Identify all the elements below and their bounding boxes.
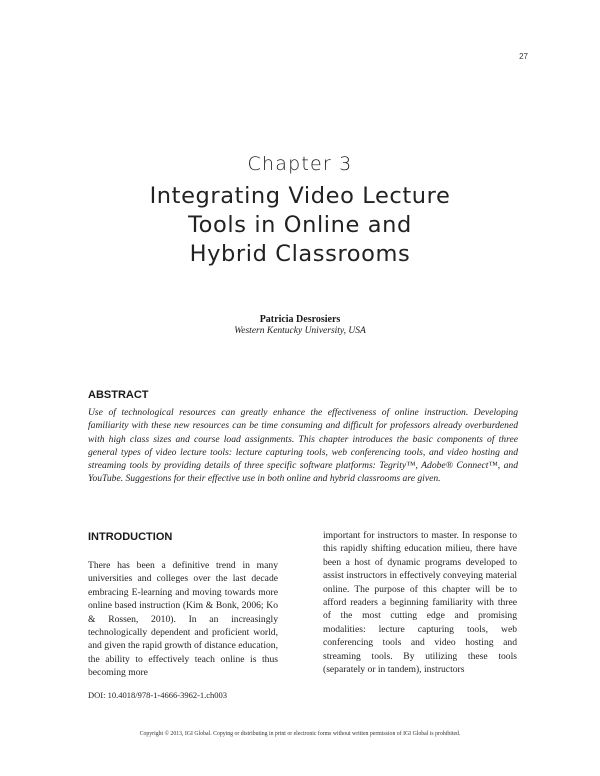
chapter-title-line: Hybrid Classrooms [189,241,411,267]
doi-reference: DOI: 10.4018/978-1-4666-3962-1.ch003 [88,690,228,700]
introduction-text-left-column: There has been a definitive trend in many universities and colleges over the last decade embracing E-learning and moving towards more online based instruction (Kim & Bonk, 2006; Ko & Rossen, 2010). In an increasingly technologically dependent and proficient world, and given the rapid growth of distance education, the ability to effectively teach online is thus becoming more [88,560,278,679]
introduction-text-right-column: important for instructors to master. In response to this rapidly shifting education milieu, there have been a host of dynamic programs developed to assist instructors in effectively conveying material online. The purpose of this chapter will be to afford readers a beginning familiarity with three of the most cutting edge and promising modalities: lecture capturing tools, web conferencing tools and video hosting and streaming tools. By utilizing these tools (separately or in tandem), instructors [323,530,517,676]
abstract-heading: ABSTRACT [88,389,149,401]
copyright-notice: Copyright © 2013, IGI Global. Copying or distributing in print or electronic forms without written permission of IGI Global is prohibited. [139,731,461,737]
chapter-title-line: Tools in Online and [188,212,412,238]
chapter-label: Chapter 3 [247,153,353,175]
introduction-heading: INTRODUCTION [88,531,173,543]
author-affiliation: Western Kentucky University, USA [234,326,366,336]
page-number: 27 [519,52,528,61]
chapter-title-line: Integrating Video Lecture [149,183,451,209]
chapter-title [0,182,600,269]
abstract-text: Use of technological resources can greatly enhance the effectiveness of online instruction. Developing familiarity with these new resources can be time consuming and difficult for professors already overburdened with high class sizes and course load assignments. This chapter introduces the basic components of three general types of video lecture tools: lecture capturing tools, web conferencing tools, and video hosting and streaming tools by providing details of three specific software platforms: Tegrity™, Adobe® Connect™, and YouTube. Suggestions for their effective use in both online and hybrid classrooms are given. [88,407,518,485]
author-name: Patricia Desrosiers [259,314,341,325]
